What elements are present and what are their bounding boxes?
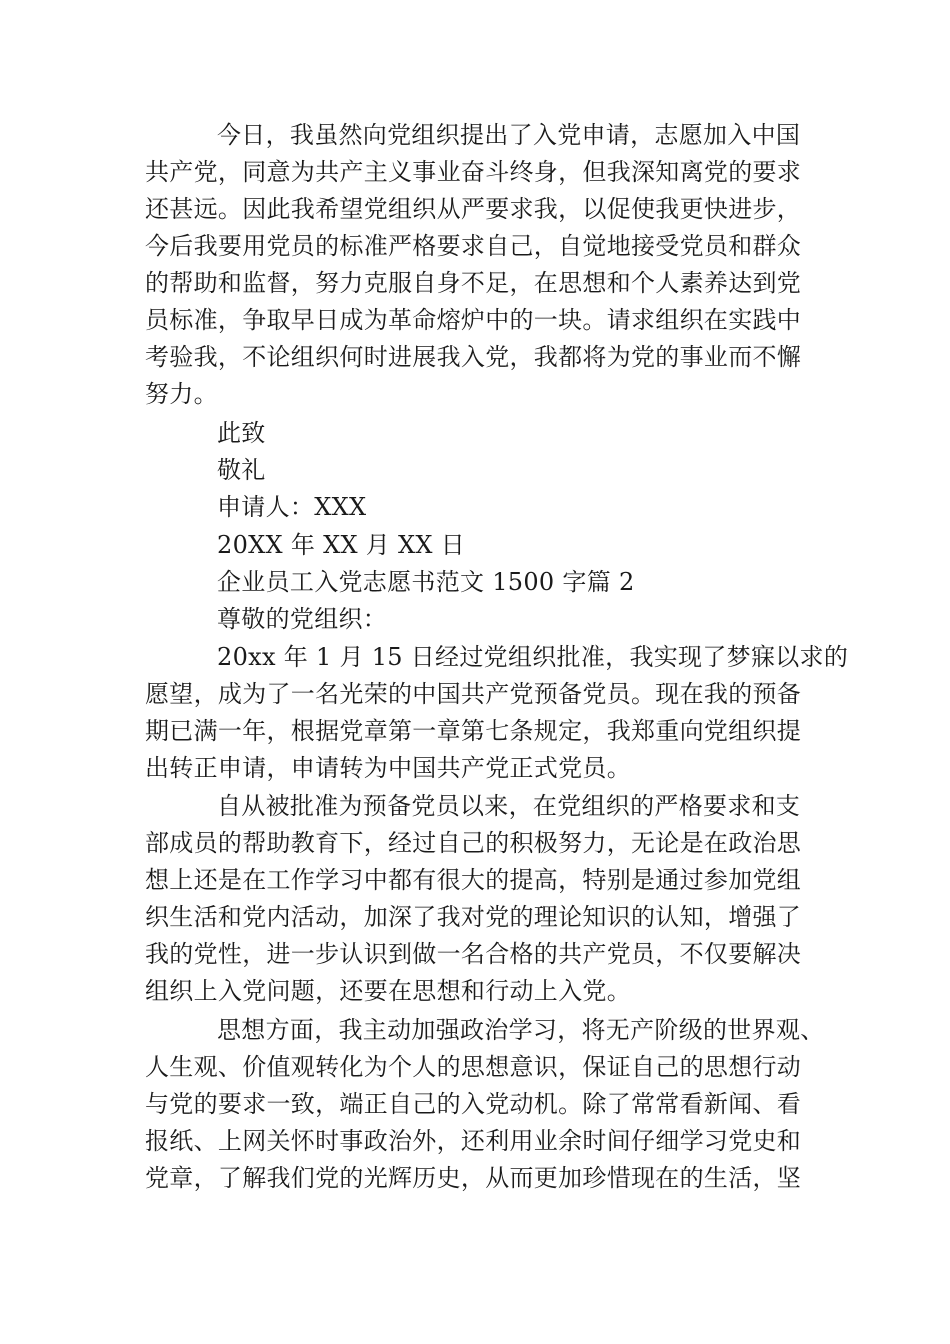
paragraph-1-line-4: 今后我要用党员的标准严格要求自己，自觉地接受党员和群众 bbox=[145, 232, 802, 260]
paragraph-1-line-3: 还甚远。因此我希望党组织从严要求我，以促使我更快进步， bbox=[145, 195, 802, 223]
closing-line-2: 敬礼 bbox=[217, 456, 266, 484]
applicant-signature: 申请人：XXX bbox=[217, 493, 367, 521]
paragraph-3-line-1: 自从被批准为预备党员以来，在党组织的严格要求和支 bbox=[217, 792, 801, 820]
paragraph-4-line-3: 与党的要求一致，端正自己的入党动机。除了常常看新闻、看 bbox=[145, 1090, 802, 1118]
paragraph-4-line-4: 报纸、上网关怀时事政治外，还利用业余时间仔细学习党史和 bbox=[145, 1127, 802, 1155]
salutation: 尊敬的党组织： bbox=[217, 605, 388, 633]
section-title: 企业员工入党志愿书范文 1500 字篇 2 bbox=[217, 568, 635, 596]
paragraph-4-line-5: 党章，了解我们党的光辉历史，从而更加珍惜现在的生活，坚 bbox=[145, 1164, 802, 1192]
paragraph-3-line-5: 我的党性，进一步认识到做一名合格的共产党员，不仅要解决 bbox=[145, 940, 802, 968]
paragraph-1-line-7: 考验我，不论组织何时进展我入党，我都将为党的事业而不懈 bbox=[145, 343, 802, 371]
paragraph-1-line-2: 共产党，同意为共产主义事业奋斗终身，但我深知离党的要求 bbox=[145, 158, 802, 186]
closing-line-1: 此致 bbox=[217, 419, 266, 447]
paragraph-1-line-1: 今日，我虽然向党组织提出了入党申请，志愿加入中国 bbox=[217, 121, 801, 149]
date-line: 20XX 年 XX 月 XX 日 bbox=[217, 531, 465, 559]
paragraph-2-line-1: 20xx 年 1 月 15 日经过党组织批准，我实现了梦寐以求的 bbox=[217, 643, 849, 671]
paragraph-2-line-2: 愿望，成为了一名光荣的中国共产党预备党员。现在我的预备 bbox=[145, 680, 802, 708]
paragraph-4-line-2: 人生观、价值观转化为个人的思想意识，保证自己的思想行动 bbox=[145, 1053, 802, 1081]
paragraph-3-line-6: 组织上入党问题，还要在思想和行动上入党。 bbox=[145, 977, 631, 1005]
paragraph-1-line-8: 努力。 bbox=[145, 380, 218, 408]
paragraph-2-line-4: 出转正申请，申请转为中国共产党正式党员。 bbox=[145, 754, 631, 782]
paragraph-2-line-3: 期已满一年，根据党章第一章第七条规定，我郑重向党组织提 bbox=[145, 717, 802, 745]
paragraph-1-line-6: 员标准，争取早日成为革命熔炉中的一块。请求组织在实践中 bbox=[145, 306, 802, 334]
paragraph-3-line-2: 部成员的帮助教育下，经过自己的积极努力，无论是在政治思 bbox=[145, 829, 802, 857]
paragraph-3-line-4: 织生活和党内活动，加深了我对党的理论知识的认知，增强了 bbox=[145, 903, 802, 931]
paragraph-3-line-3: 想上还是在工作学习中都有很大的提高，特别是通过参加党组 bbox=[145, 866, 802, 894]
paragraph-1-line-5: 的帮助和监督，努力克服自身不足，在思想和个人素养达到党 bbox=[145, 269, 802, 297]
paragraph-4-line-1: 思想方面，我主动加强政治学习，将无产阶级的世界观、 bbox=[217, 1016, 825, 1044]
